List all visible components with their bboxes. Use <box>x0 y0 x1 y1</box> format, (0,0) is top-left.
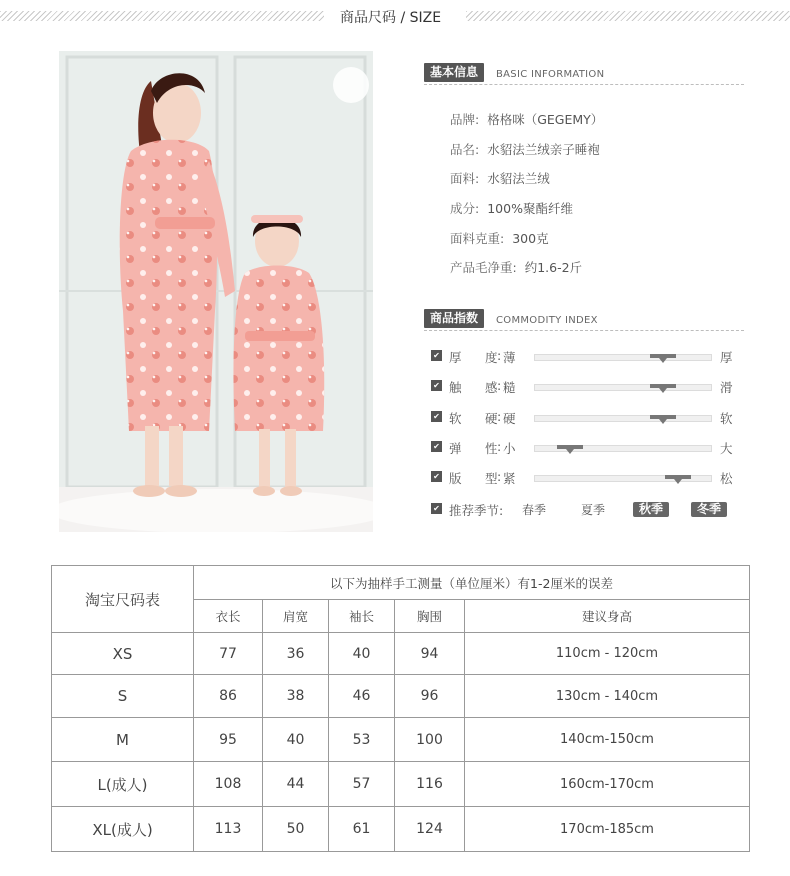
index-scale-marker <box>665 475 691 479</box>
measurement-cell: 77 <box>194 633 263 675</box>
index-label-char1: 版 <box>449 471 462 486</box>
size-cell: XS <box>52 633 194 675</box>
basic-info-key: 成分: <box>450 201 480 216</box>
index-label-char2: 型 <box>485 471 498 486</box>
index-left-value: 硬 <box>503 411 516 426</box>
index-scale-track <box>534 354 712 361</box>
index-right-value: 滑 <box>720 380 733 395</box>
index-colon: : <box>497 409 502 424</box>
index-label-char2: 度 <box>485 350 498 365</box>
checkbox-icon: ✔ <box>431 441 442 452</box>
commodity-index-divider <box>424 330 744 331</box>
size-table-column-header: 建议身高 <box>465 600 750 633</box>
measurement-cell: 130cm - 140cm <box>465 675 750 718</box>
size-cell: S <box>52 675 194 718</box>
size-cell: XL(成人) <box>52 807 194 852</box>
size-table-row <box>52 807 750 852</box>
measurement-cell: 86 <box>194 675 263 718</box>
size-table-column-header: 胸围 <box>395 600 465 633</box>
measurement-cell: 140cm-150cm <box>465 718 750 762</box>
index-scale-track <box>534 384 712 391</box>
basic-info-row <box>450 169 550 187</box>
index-scale-track <box>534 415 712 422</box>
size-table <box>51 565 750 852</box>
checkbox-icon: ✔ <box>431 471 442 482</box>
size-table-note: 以下为抽样手工测量（单位厘米）有1-2厘米的误差 <box>194 566 750 600</box>
index-label-char1: 弹 <box>449 441 462 456</box>
page-title: 商品尺码 / SIZE <box>340 10 442 26</box>
measurement-cell: 50 <box>263 807 329 852</box>
season-row <box>431 501 741 519</box>
basic-info-row <box>450 258 582 276</box>
index-right-value: 软 <box>720 411 733 426</box>
checkbox-icon: ✔ <box>431 503 442 514</box>
season-tag-3: 秋季 <box>633 502 669 517</box>
size-table-column-header: 衣长 <box>194 600 263 633</box>
index-row <box>431 469 741 487</box>
basic-info-value: 约1.6-2斤 <box>524 260 583 275</box>
basic-info-key: 品名: <box>450 142 480 157</box>
index-label-char2: 硬 <box>485 411 498 426</box>
index-scale-marker <box>650 354 676 358</box>
index-scale-marker <box>650 415 676 419</box>
size-table-row <box>52 762 750 807</box>
basic-info-value: 格格咪（GEGEMY） <box>487 112 604 127</box>
commodity-index-badge: 商品指数 <box>424 309 484 328</box>
header-hatch-left <box>0 11 324 21</box>
basic-info-value: 300克 <box>512 231 549 246</box>
basic-info-value: 水貂法兰绒亲子睡袍 <box>487 142 600 157</box>
season-tag-4: 冬季 <box>691 502 727 517</box>
measurement-cell: 94 <box>395 633 465 675</box>
measurement-cell: 170cm-185cm <box>465 807 750 852</box>
index-scale-marker <box>557 445 583 449</box>
index-label-char1: 厚 <box>449 350 462 365</box>
index-row <box>431 409 741 427</box>
basic-info-row <box>450 229 549 247</box>
product-photo <box>59 51 373 532</box>
measurement-cell: 116 <box>395 762 465 807</box>
measurement-cell: 61 <box>329 807 395 852</box>
index-colon: : <box>497 348 502 363</box>
size-table-column-header: 肩宽 <box>263 600 329 633</box>
basic-info-row <box>450 199 573 217</box>
index-colon: : <box>497 378 502 393</box>
index-label-char2: 感 <box>485 380 498 395</box>
measurement-cell: 160cm-170cm <box>465 762 750 807</box>
size-cell: M <box>52 718 194 762</box>
season-label: 推荐季节: <box>449 503 504 518</box>
index-scale-marker <box>650 384 676 388</box>
index-colon: : <box>497 469 502 484</box>
basic-info-key: 面料: <box>450 171 480 186</box>
measurement-cell: 40 <box>329 633 395 675</box>
index-left-value: 紧 <box>503 471 516 486</box>
season-tag-2: 夏季 <box>581 503 606 517</box>
measurement-cell: 40 <box>263 718 329 762</box>
measurement-cell: 110cm - 120cm <box>465 633 750 675</box>
season-tag-1: 春季 <box>522 503 547 517</box>
measurement-cell: 36 <box>263 633 329 675</box>
basic-info-key: 产品毛净重: <box>450 260 517 275</box>
measurement-cell: 53 <box>329 718 395 762</box>
measurement-cell: 108 <box>194 762 263 807</box>
measurement-cell: 57 <box>329 762 395 807</box>
measurement-cell: 96 <box>395 675 465 718</box>
index-scale-track <box>534 445 712 452</box>
index-left-value: 薄 <box>503 350 516 365</box>
size-table-row <box>52 675 750 718</box>
measurement-cell: 46 <box>329 675 395 718</box>
checkbox-icon: ✔ <box>431 380 442 391</box>
index-label-char1: 软 <box>449 411 462 426</box>
measurement-cell: 113 <box>194 807 263 852</box>
size-table-column-header: 袖长 <box>329 600 395 633</box>
index-colon: : <box>497 439 502 454</box>
index-left-value: 糙 <box>503 380 516 395</box>
basic-info-value: 100%聚酯纤维 <box>487 201 573 216</box>
index-right-value: 厚 <box>720 350 733 365</box>
index-label-char2: 性 <box>485 441 498 456</box>
basic-info-value: 水貂法兰绒 <box>487 171 550 186</box>
header-hatch-right <box>466 11 790 21</box>
checkbox-icon: ✔ <box>431 411 442 422</box>
measurement-cell: 124 <box>395 807 465 852</box>
size-table-row <box>52 633 750 675</box>
measurement-cell: 38 <box>263 675 329 718</box>
measurement-cell: 100 <box>395 718 465 762</box>
basic-info-key: 品牌: <box>450 112 480 127</box>
index-row <box>431 348 741 366</box>
basic-info-row <box>450 140 600 158</box>
index-label-char1: 触 <box>449 380 462 395</box>
size-table-row <box>52 718 750 762</box>
basic-info-divider <box>424 84 744 85</box>
basic-info-title-en: BASIC INFORMATION <box>496 69 605 80</box>
product-photo-illustration <box>59 51 373 532</box>
basic-info-key: 面料克重: <box>450 231 505 246</box>
basic-info-badge: 基本信息 <box>424 63 484 82</box>
checkbox-icon: ✔ <box>431 350 442 361</box>
index-right-value: 大 <box>720 441 733 456</box>
index-left-value: 小 <box>503 441 516 456</box>
index-right-value: 松 <box>720 471 733 486</box>
size-table-corner: 淘宝尺码表 <box>52 566 194 633</box>
measurement-cell: 95 <box>194 718 263 762</box>
basic-info-row <box>450 110 603 128</box>
size-cell: L(成人) <box>52 762 194 807</box>
index-row <box>431 378 741 396</box>
measurement-cell: 44 <box>263 762 329 807</box>
commodity-index-title-en: COMMODITY INDEX <box>496 315 598 326</box>
index-row <box>431 439 741 457</box>
index-scale-track <box>534 475 712 482</box>
